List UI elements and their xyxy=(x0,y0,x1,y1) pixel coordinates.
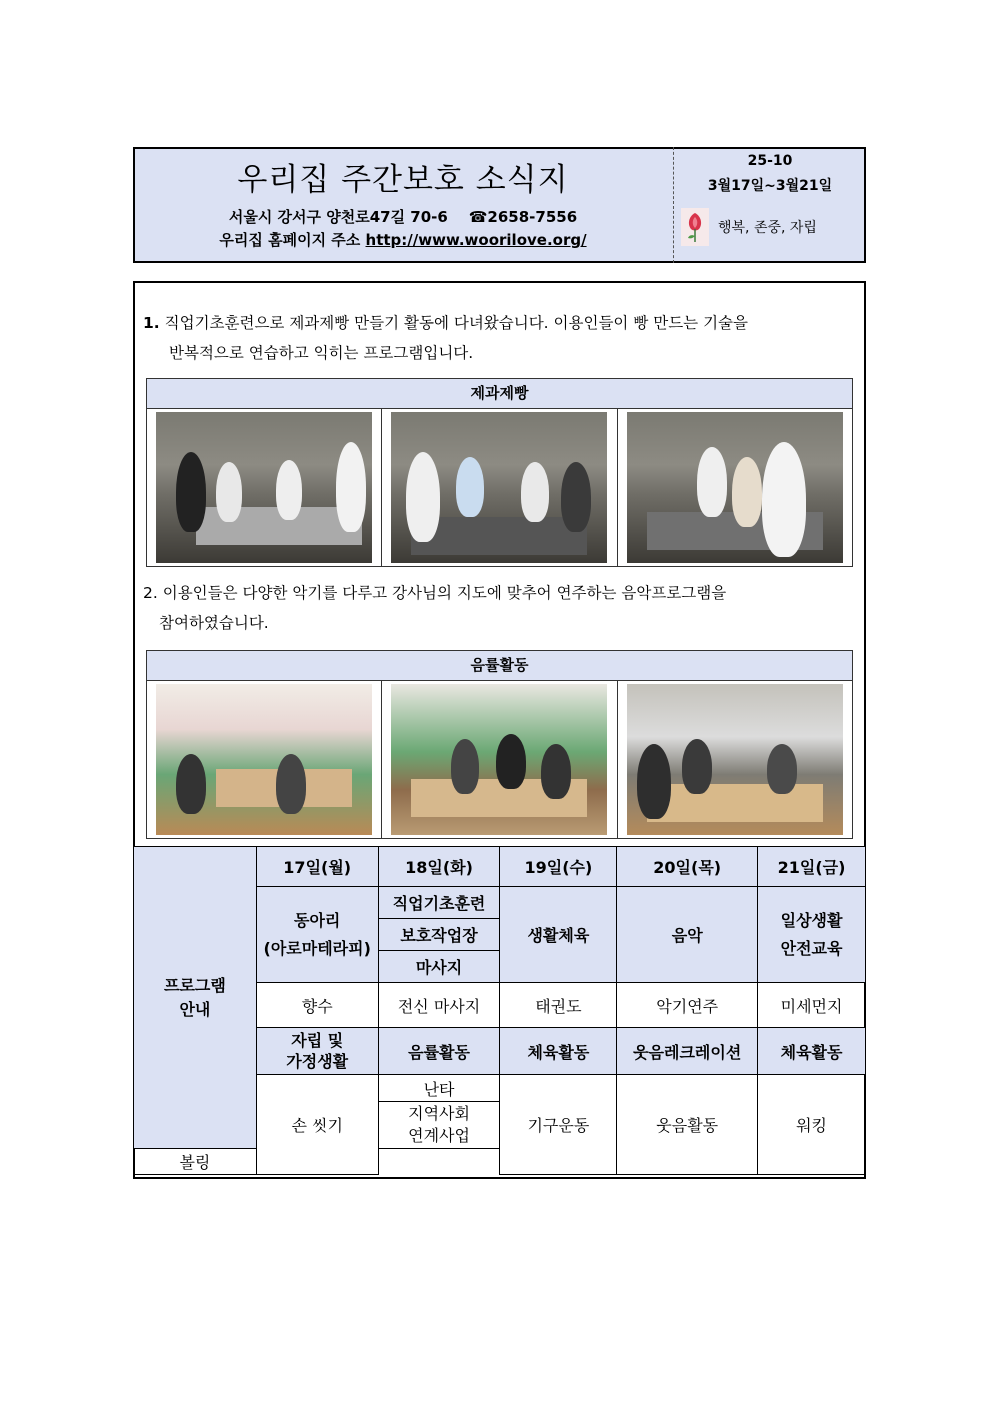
am-program-wed: 생활체육 xyxy=(500,887,617,983)
baking-photo-3 xyxy=(627,412,843,563)
person xyxy=(732,457,762,527)
day-header-wed: 19일(수) xyxy=(500,847,617,887)
gallery-1-cell-3 xyxy=(618,409,852,566)
am-detail-wed: 태권도 xyxy=(500,983,617,1028)
program-guide-label xyxy=(134,847,257,1149)
section-2-line-2: 참여하였습니다. xyxy=(159,614,269,632)
baking-photo-2 xyxy=(391,412,607,563)
pm-program-wed: 체육활동 xyxy=(500,1028,617,1075)
section-2-number: 2. xyxy=(143,584,158,602)
person xyxy=(767,744,797,794)
person xyxy=(637,744,671,819)
pm-detail-thu: 웃음활동 xyxy=(617,1075,758,1175)
am-detail-fri: 미세먼지 xyxy=(758,983,866,1028)
gallery-1-title: 제과제빵 xyxy=(146,378,853,409)
person xyxy=(336,442,366,532)
homepage-label: 우리집 홈페이지 주소 xyxy=(219,231,361,249)
pm-detail-tue-3: 볼링 xyxy=(134,1149,257,1175)
pm-detail-tue-2 xyxy=(378,1102,500,1149)
am-program-fri-text: 일상생활 안전교육 xyxy=(780,910,843,958)
am-program-fri xyxy=(758,887,866,983)
section-1-text xyxy=(143,308,853,368)
pm-detail-tue-1: 난타 xyxy=(378,1075,500,1102)
motto-text: 행복, 존중, 자립 xyxy=(718,220,817,236)
address-text: 서울시 강서구 양천로47길 70-6 xyxy=(228,208,448,226)
section-2-text-line-1: 이용인들은 다양한 악기를 다루고 강사님의 지도에 맞추어 연주하는 음악프로그램을 xyxy=(162,584,727,602)
day-header-tue: 18일(화) xyxy=(378,847,500,887)
person xyxy=(762,442,806,557)
person xyxy=(697,447,727,517)
gallery-1-cell-2 xyxy=(382,409,617,566)
person xyxy=(521,462,549,522)
section-1-line-2: 반복적으로 연습하고 익히는 프로그램입니다. xyxy=(169,344,474,362)
music-photo-1 xyxy=(156,684,372,835)
section-1-line-1 xyxy=(143,308,853,338)
section-2-text xyxy=(143,578,853,638)
day-header-fri: 21일(금) xyxy=(758,847,866,887)
day-header-row xyxy=(134,847,866,887)
gallery-2-title: 음률활동 xyxy=(146,650,853,681)
gallery-1 xyxy=(146,409,853,567)
music-photo-3 xyxy=(627,684,843,835)
person xyxy=(456,457,484,517)
am-program-thu: 음악 xyxy=(617,887,758,983)
header-divider xyxy=(673,147,674,263)
music-photo-2 xyxy=(391,684,607,835)
homepage-link[interactable]: http://www.woorilove.org/ xyxy=(365,231,587,249)
newsletter-title: 우리집 주간보호 소식지 xyxy=(237,162,569,198)
pm-program-mon-text: 자립 및 가정생활 xyxy=(286,1031,349,1071)
am-detail-tue: 전신 마사지 xyxy=(378,983,500,1028)
flower-logo-icon xyxy=(681,208,709,246)
person xyxy=(561,462,591,532)
am-program-mon xyxy=(256,887,378,983)
person xyxy=(276,460,302,520)
phone-number: ☎2658-7556 xyxy=(468,208,578,226)
program-schedule-table xyxy=(133,846,866,1175)
pm-detail-mon: 손 씻기 xyxy=(256,1075,378,1175)
am-program-tue-2: 보호작업장 xyxy=(378,919,500,951)
person xyxy=(176,754,206,814)
issue-number: 25-10 xyxy=(747,153,793,169)
person xyxy=(682,739,712,794)
pm-detail-fri: 워킹 xyxy=(758,1075,866,1175)
gallery-2-cell-1 xyxy=(147,681,382,838)
program-guide-label-text: 프로그램 안내 xyxy=(163,975,226,1019)
section-1-text-line-1: 직업기초훈련으로 제과제빵 만들기 활동에 다녀왔습니다. 이용인들이 빵 만드는 기술을 xyxy=(164,314,748,332)
pm-detail-tue-2-text: 지역사회 연계사업 xyxy=(408,1104,470,1145)
section-1-number: 1. xyxy=(143,314,160,332)
desk xyxy=(647,784,823,822)
section-2-line-1 xyxy=(143,578,853,608)
address-line xyxy=(133,206,673,227)
am-program-tue-3: 마사지 xyxy=(378,951,500,983)
gallery-2-cell-2 xyxy=(382,681,617,838)
person xyxy=(406,452,440,542)
person xyxy=(541,744,571,799)
gallery-2-cell-3 xyxy=(618,681,852,838)
person xyxy=(276,754,306,814)
pm-program-mon xyxy=(256,1028,378,1075)
day-header-mon: 17일(월) xyxy=(256,847,378,887)
issue-date-range: 3월17일~3월21일 xyxy=(707,178,833,194)
gallery-1-cell-1 xyxy=(147,409,382,566)
day-header-thu: 20일(목) xyxy=(617,847,758,887)
person xyxy=(496,734,526,789)
pm-program-thu: 웃음레크레이션 xyxy=(617,1028,758,1075)
pm-program-fri: 체육활동 xyxy=(758,1028,866,1075)
person xyxy=(216,462,242,522)
pm-detail-wed: 기구운동 xyxy=(500,1075,617,1175)
am-detail-thu: 악기연주 xyxy=(617,983,758,1028)
person xyxy=(451,739,479,794)
pm-program-tue: 음률활동 xyxy=(378,1028,500,1075)
baking-photo-1 xyxy=(156,412,372,563)
am-program-tue-1: 직업기초훈련 xyxy=(378,887,500,919)
gallery-2 xyxy=(146,681,853,839)
am-program-mon-text: 동아리 (아로마테라피) xyxy=(263,910,371,958)
person xyxy=(176,452,206,532)
am-detail-mon: 향수 xyxy=(256,983,378,1028)
homepage-line xyxy=(133,229,673,250)
